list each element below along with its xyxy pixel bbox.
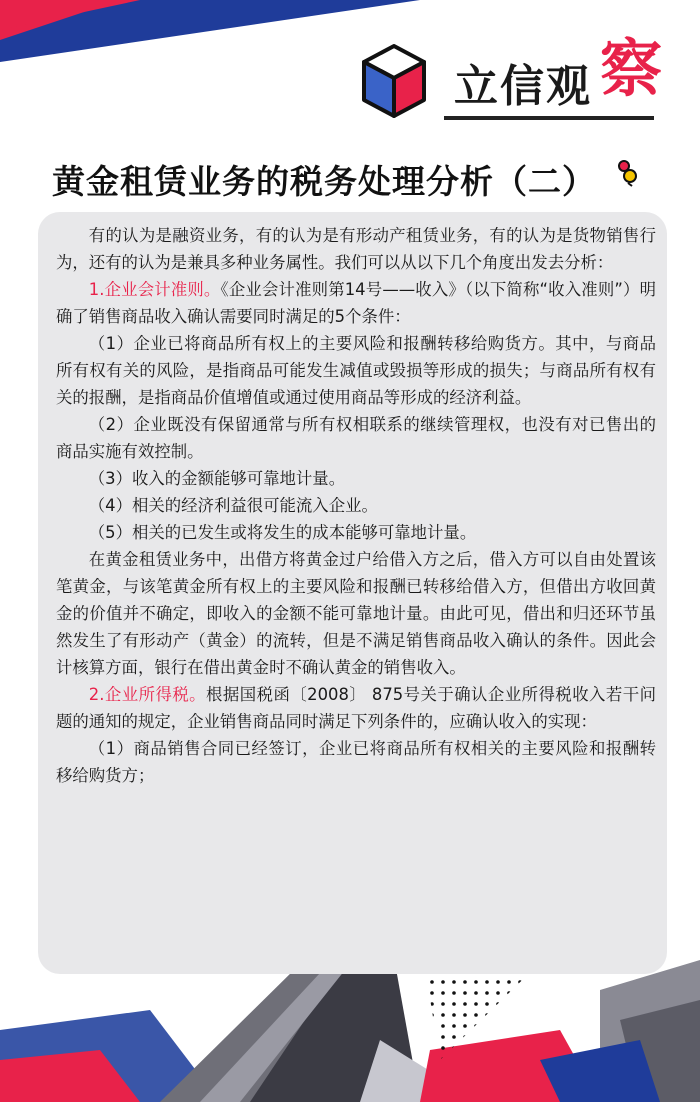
section-accounting-text: 《企业会计准则第14号——收入》（以下简称“收入准则”）明确了销售商品收入确认需要同时满足的5个条件： [56,280,656,326]
brand-title: 立信观 [454,61,592,112]
brand-accent-char: 察 [600,32,663,105]
section-accounting-heading: 1.企业会计准则。 [88,280,221,299]
condition-1: （1）企业已将商品所有权上的主要风险和报酬转移给购货方。其中，与商品所有权有关的风险，是指商品可能发生减值或毁损等形成的损失；与商品所有权有关的报酬，是指商品价值增值或通过使用商品等形成的经济利益。 [56,334,656,407]
section-tax-text: 根据国税函〔2008〕 875号关于确认企业所得税收入若干问题的通知的规定，企业销售商品同时满足下列条件的，应确认收入的实现： [56,685,657,731]
section-accounting-paragraph [56,276,656,330]
brand-logo [360,32,690,116]
condition-5: （5）相关的已发生或将发生的成本能够可靠地计量。 [88,523,477,542]
article-title: 黄金租赁业务的税务处理分析（二） [52,162,596,201]
tax-condition-1: （1）商品销售合同已经签订，企业已将商品所有权相关的主要风险和报酬转移给购货方； [56,739,656,785]
analysis-paragraph: 在黄金租赁业务中，出借方将黄金过户给借入方之后，借入方可以自由处置该笔黄金，与该笔黄金所有权上的主要风险和报酬已转移给借入方，但借出方收回黄金的价值并不确定，即收入的金额不能可靠地计量。由此可见，借出和归还环节虽然发生了有形动产（黄金）的流转，但是不满足销售商品收入确认的条件。因此会计核算方面，银行在借出黄金时不确认黄金的销售收入。 [56,550,656,677]
condition-2: （2）企业既没有保留通常与所有权相联系的继续管理权，也没有对已售出的商品实施有效控制。 [56,415,656,461]
condition-4: （4）相关的经济利益很可能流入企业。 [88,496,378,515]
condition-3: （3）收入的金额能够可靠地计量。 [88,469,346,488]
cube-icon [362,44,426,120]
article-body [56,222,656,789]
brand-underline [444,116,654,120]
section-tax-paragraph [56,681,656,735]
intro-paragraph: 有的认为是融资业务，有的认为是有形动产租赁业务，有的认为是货物销售行为，还有的认为是兼具多种业务属性。我们可以从以下几个角度出发去分析： [56,226,656,272]
section-tax-heading: 2.企业所得税。 [88,685,207,704]
bulb-icon [616,158,638,188]
